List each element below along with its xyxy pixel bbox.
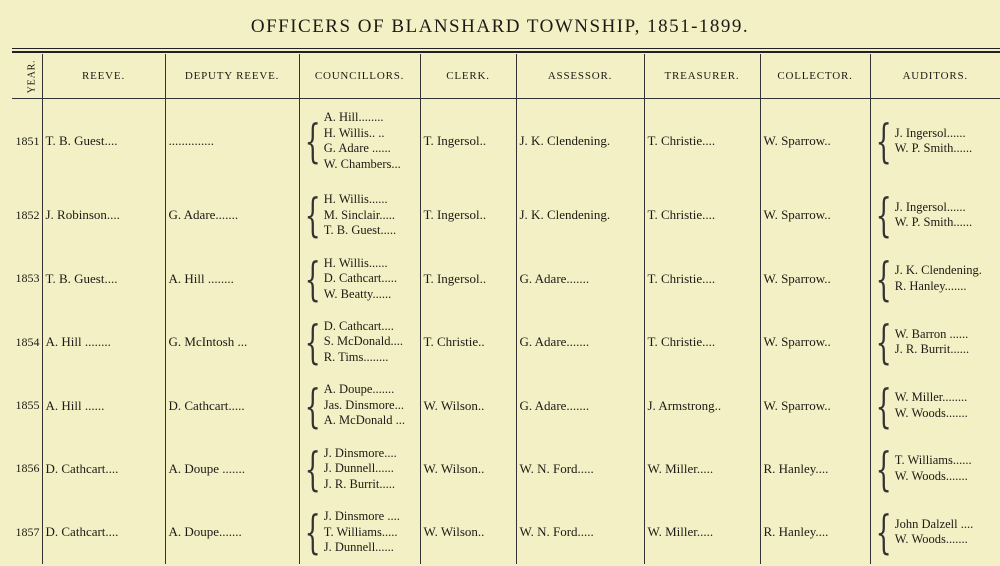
reeve-cell: T. B. Guest.... (42, 247, 165, 310)
councillors-cell-entry: G. Adare ...... (323, 141, 391, 156)
header-clerk: CLERK. (420, 54, 516, 99)
table-row (12, 374, 1000, 437)
councillors-cell (299, 184, 420, 247)
reeve-cell: A. Hill ...... (42, 374, 165, 437)
top-rule-thick (12, 51, 1000, 53)
auditors-cell-entry: J. Ingersol...... (894, 199, 966, 214)
reeve-cell: J. Robinson.... (42, 184, 165, 247)
assessor-cell: J. K. Clendening. (516, 184, 644, 247)
table-row (12, 310, 1000, 373)
councillors-cell-entry: H. Willis...... (323, 192, 388, 207)
auditors-cell-entry: W. Woods....... (894, 405, 968, 420)
auditors-cell (870, 501, 1000, 564)
auditors-cell-entry: W. Woods....... (894, 468, 968, 483)
councillors-cell-entry: D. Cathcart.... (323, 318, 394, 333)
assessor-cell: G. Adare....... (516, 247, 644, 310)
assessor-cell: G. Adare....... (516, 310, 644, 373)
reeve-cell: T. B. Guest.... (42, 99, 165, 184)
councillors-cell-entry: W. Beatty...... (323, 286, 392, 301)
auditors-cell-entry: W. Woods....... (894, 532, 968, 547)
year-cell: 1855 (15, 398, 40, 412)
collector-cell: W. Sparrow.. (760, 310, 870, 373)
brace-icon: { (304, 505, 321, 560)
councillors-cell-entry: A. McDonald ... (323, 413, 406, 428)
councillors-cell-entry: S. McDonald.... (323, 334, 403, 349)
treasurer-cell: T. Christie.... (644, 247, 760, 310)
councillors-cell-entry: Jas. Dinsmore... (323, 397, 404, 412)
header-collector: COLLECTOR. (760, 54, 870, 99)
councillors-cell-entry: H. Willis...... (323, 255, 388, 270)
year-cell: 1854 (15, 334, 40, 349)
brace-icon: { (875, 505, 892, 560)
assessor-cell: W. N. Ford..... (516, 437, 644, 500)
year-cell: 1853 (15, 271, 40, 286)
councillors-cell-entry: W. Chambers... (323, 156, 401, 171)
councillors-cell (299, 99, 420, 184)
brace-icon: { (304, 441, 321, 496)
clerk-cell: W. Wilson.. (420, 374, 516, 437)
table-row (12, 437, 1000, 500)
auditors-cell-entry: R. Hanley....... (894, 278, 967, 293)
treasurer-cell: T. Christie.... (644, 184, 760, 247)
councillors-cell (299, 374, 420, 437)
table-row (12, 247, 1000, 310)
clerk-cell: T. Ingersol.. (420, 184, 516, 247)
deputy-reeve-cell: A. Doupe ....... (165, 437, 299, 500)
treasurer-cell: T. Christie.... (644, 99, 760, 184)
header-row (12, 54, 1000, 99)
header-reeve: REEVE. (42, 54, 165, 99)
header-treasurer: TREASURER. (644, 54, 760, 99)
year-cell: 1852 (15, 207, 40, 222)
auditors-cell-entry: W. P. Smith...... (894, 141, 973, 156)
councillors-cell (299, 247, 420, 310)
treasurer-cell: T. Christie.... (644, 310, 760, 373)
treasurer-cell: W. Miller..... (644, 501, 760, 564)
councillors-cell-entry: T. B. Guest..... (323, 223, 397, 238)
councillors-cell-entry: T. Williams..... (323, 524, 398, 539)
clerk-cell: T. Ingersol.. (420, 99, 516, 184)
auditors-cell (870, 247, 1000, 310)
assessor-cell: J. K. Clendening. (516, 99, 644, 184)
brace-icon: { (304, 315, 321, 370)
collector-cell: R. Hanley.... (760, 501, 870, 564)
auditors-cell (870, 184, 1000, 247)
deputy-reeve-cell: A. Hill ........ (165, 247, 299, 310)
table-row (12, 184, 1000, 247)
auditors-cell-entry: J. Ingersol...... (894, 125, 966, 140)
collector-cell: W. Sparrow.. (760, 374, 870, 437)
assessor-cell: G. Adare....... (516, 374, 644, 437)
councillors-cell-entry: A. Hill........ (323, 110, 384, 125)
header-assessor: ASSESSOR. (516, 54, 644, 99)
councillors-cell-entry: J. R. Burrit..... (323, 476, 395, 491)
brace-icon: { (304, 114, 321, 169)
councillors-cell (299, 501, 420, 564)
officers-table (12, 54, 1000, 564)
table-row (12, 501, 1000, 564)
auditors-cell (870, 437, 1000, 500)
deputy-reeve-cell: G. McIntosh ... (165, 310, 299, 373)
collector-cell: R. Hanley.... (760, 437, 870, 500)
brace-icon: { (875, 251, 892, 306)
collector-cell: W. Sparrow.. (760, 99, 870, 184)
clerk-cell: W. Wilson.. (420, 437, 516, 500)
brace-icon: { (304, 251, 321, 306)
deputy-reeve-cell: .............. (165, 99, 299, 184)
clerk-cell: W. Wilson.. (420, 501, 516, 564)
brace-icon: { (875, 114, 892, 169)
year-cell: 1851 (15, 133, 40, 148)
assessor-cell: W. N. Ford..... (516, 501, 644, 564)
header-auditors: AUDITORS. (870, 54, 1000, 99)
reeve-cell: A. Hill ........ (42, 310, 165, 373)
councillors-cell-entry: H. Willis.. .. (323, 125, 385, 140)
brace-icon: { (875, 188, 892, 243)
header-deputy-reeve: DEPUTY REEVE. (165, 54, 299, 99)
councillors-cell (299, 310, 420, 373)
page-title: OFFICERS OF BLANSHARD TOWNSHIP, 1851-1899. (250, 16, 750, 37)
brace-icon: { (875, 441, 892, 496)
auditors-cell (870, 374, 1000, 437)
councillors-cell-entry: R. Tims........ (323, 349, 389, 364)
auditors-cell-entry: W. Miller........ (894, 390, 968, 404)
clerk-cell: T. Christie.. (420, 310, 516, 373)
councillors-cell-entry: D. Cathcart..... (323, 271, 398, 285)
councillors-cell-entry: A. Doupe....... (323, 382, 395, 397)
year-cell: 1857 (15, 524, 40, 539)
councillors-cell-entry: M. Sinclair..... (323, 207, 395, 222)
collector-cell: W. Sparrow.. (760, 247, 870, 310)
collector-cell: W. Sparrow.. (760, 184, 870, 247)
auditors-cell-entry: T. Williams...... (894, 453, 972, 468)
treasurer-cell: W. Miller..... (644, 437, 760, 500)
treasurer-cell: J. Armstrong.. (644, 374, 760, 437)
header-councillors: COUNCILLORS. (299, 54, 420, 99)
deputy-reeve-cell: D. Cathcart..... (165, 374, 299, 437)
auditors-cell (870, 99, 1000, 184)
table-body (12, 99, 1000, 565)
reeve-cell: D. Cathcart.... (42, 437, 165, 500)
deputy-reeve-cell: A. Doupe....... (165, 501, 299, 564)
top-rule-thin (12, 48, 1000, 49)
header-year: YEAR. (12, 54, 42, 99)
councillors-cell-entry: J. Dunnell...... (323, 540, 394, 555)
brace-icon: { (304, 378, 321, 433)
clerk-cell: T. Ingersol.. (420, 247, 516, 310)
brace-icon: { (875, 378, 892, 433)
councillors-cell-entry: J. Dinsmore .... (323, 509, 400, 524)
auditors-cell-entry: J. K. Clendening. (894, 263, 982, 278)
councillors-cell (299, 437, 420, 500)
auditors-cell-entry: J. R. Burrit...... (894, 342, 970, 357)
brace-icon: { (875, 315, 892, 370)
councillors-cell-entry: J. Dunnell...... (323, 461, 394, 476)
table-row (12, 99, 1000, 184)
councillors-cell-entry: J. Dinsmore.... (323, 445, 397, 460)
auditors-cell-entry: W. Barron ...... (894, 326, 969, 341)
auditors-cell-entry: John Dalzell .... (894, 516, 974, 531)
reeve-cell: D. Cathcart.... (42, 501, 165, 564)
brace-icon: { (304, 188, 321, 243)
deputy-reeve-cell: G. Adare....... (165, 184, 299, 247)
auditors-cell (870, 310, 1000, 373)
year-cell: 1856 (15, 461, 40, 476)
auditors-cell-entry: W. P. Smith...... (894, 215, 973, 230)
